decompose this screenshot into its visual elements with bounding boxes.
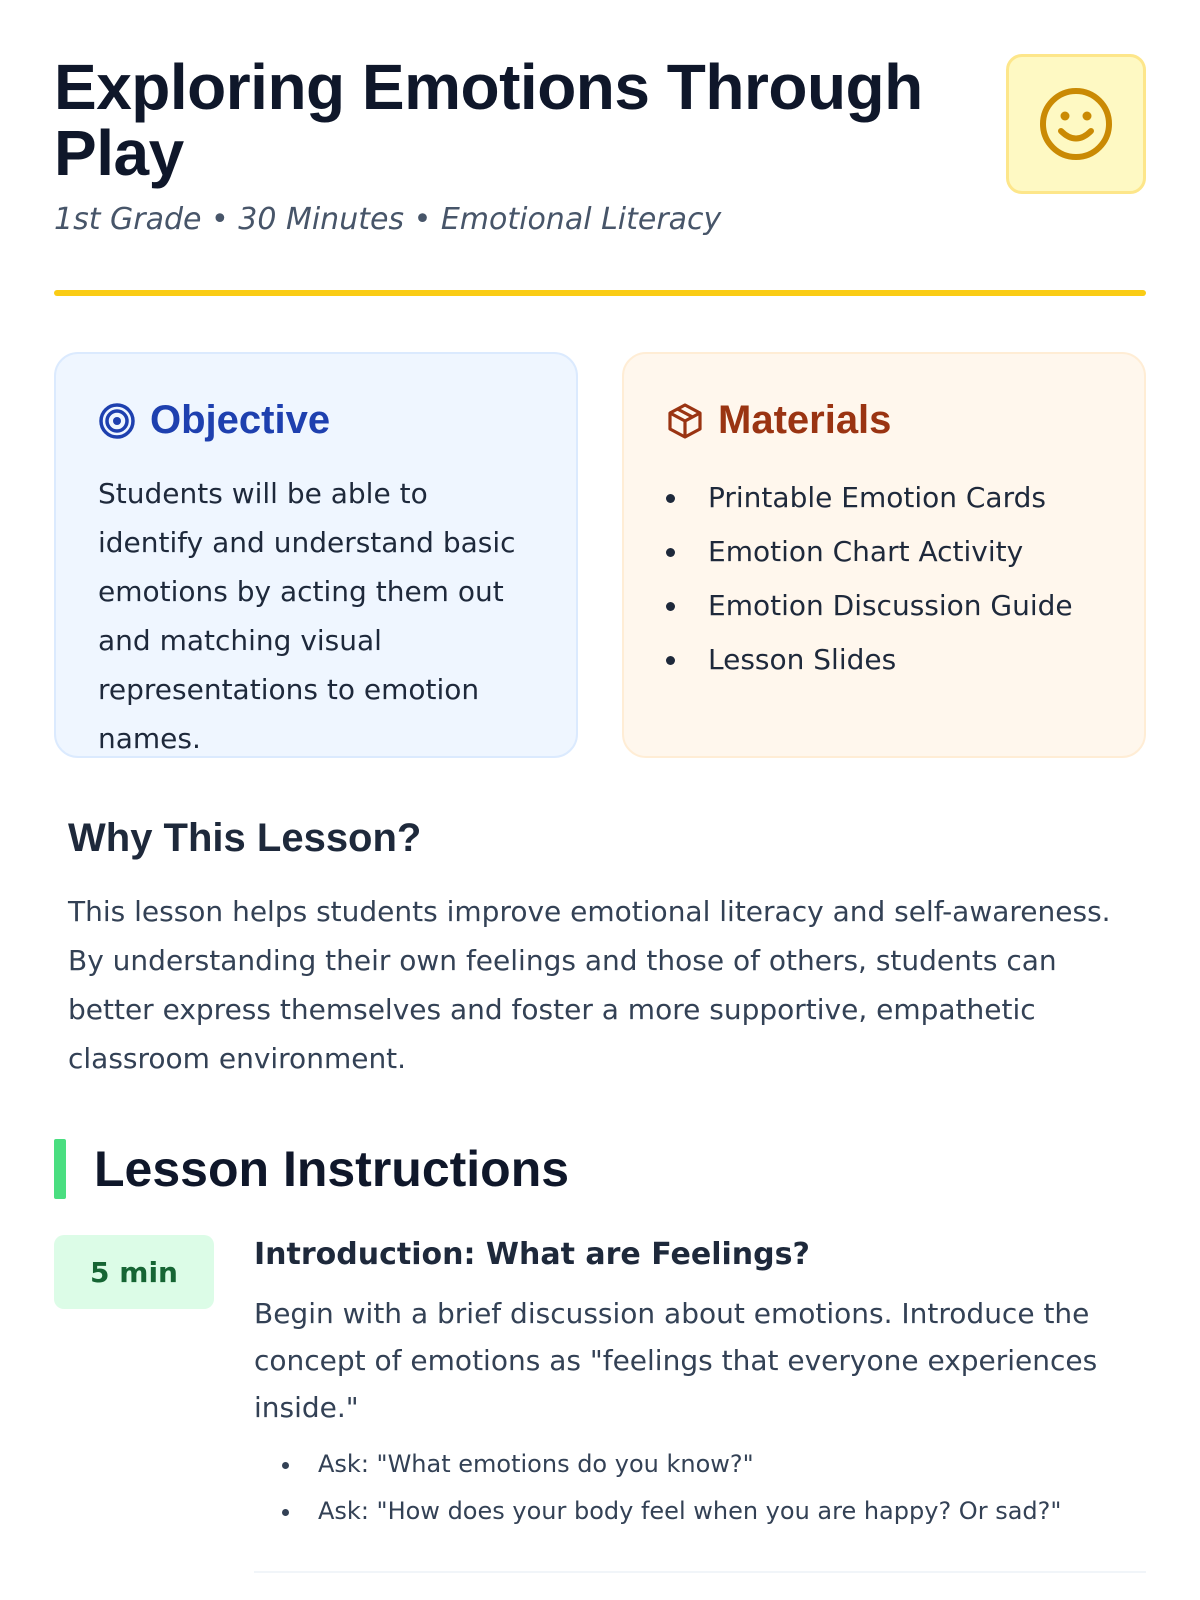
- summary-cards: [54, 352, 1146, 758]
- step-title: Introduction: What are Feelings?: [254, 1237, 810, 1272]
- instructions-title: Lesson Instructions: [94, 1141, 570, 1197]
- section-accent-bar: [54, 1139, 66, 1199]
- material-item: Printable Emotion Cards: [666, 471, 1102, 525]
- materials-title: Materials: [718, 398, 892, 442]
- step-divider: [254, 1571, 1146, 1573]
- lesson-meta: 1st Grade • 30 Minutes • Emotional Literacy: [54, 202, 722, 237]
- material-item: Lesson Slides: [666, 633, 1102, 687]
- step-bullets: [254, 1441, 1146, 1535]
- instructions-header: [54, 1139, 1146, 1199]
- why-title: Why This Lesson?: [68, 816, 422, 860]
- box-icon: [666, 402, 704, 440]
- materials-header: [666, 398, 1102, 443]
- objective-card: [54, 352, 578, 758]
- objective-text: Students will be able to identify and understand basic emotions by acting them out and matching visual representations to emotion names.: [98, 477, 516, 755]
- header-divider: [54, 290, 1146, 296]
- objective-header: [98, 398, 534, 443]
- time-badge: 5 min: [54, 1235, 214, 1309]
- material-item: Emotion Chart Activity: [666, 525, 1102, 579]
- step-text: Begin with a brief discussion about emotions. Introduce the concept of emotions as "feelings that everyone experiences inside.": [254, 1297, 1098, 1424]
- lesson-header: [54, 0, 1146, 300]
- materials-card: [622, 352, 1146, 758]
- materials-list: [666, 471, 1102, 687]
- page-title: Exploring Emotions Through Play: [54, 51, 923, 189]
- instruction-step: [54, 1235, 1146, 1573]
- smiley-icon: [1006, 54, 1146, 194]
- why-section: [54, 816, 1146, 1083]
- step-bullet: Ask: "What emotions do you know?": [254, 1441, 1146, 1488]
- why-text: This lesson helps students improve emotional literacy and self-awareness. By understanding their own feelings and those of others, students can better express themselves and foster a more supportive, empathetic classroom environment.: [68, 895, 1111, 1075]
- target-icon: [98, 402, 136, 440]
- step-body: [254, 1235, 1146, 1573]
- material-item: Emotion Discussion Guide: [666, 579, 1102, 633]
- objective-title: Objective: [150, 398, 331, 442]
- step-bullet: Ask: "How does your body feel when you are happy? Or sad?": [254, 1488, 1146, 1535]
